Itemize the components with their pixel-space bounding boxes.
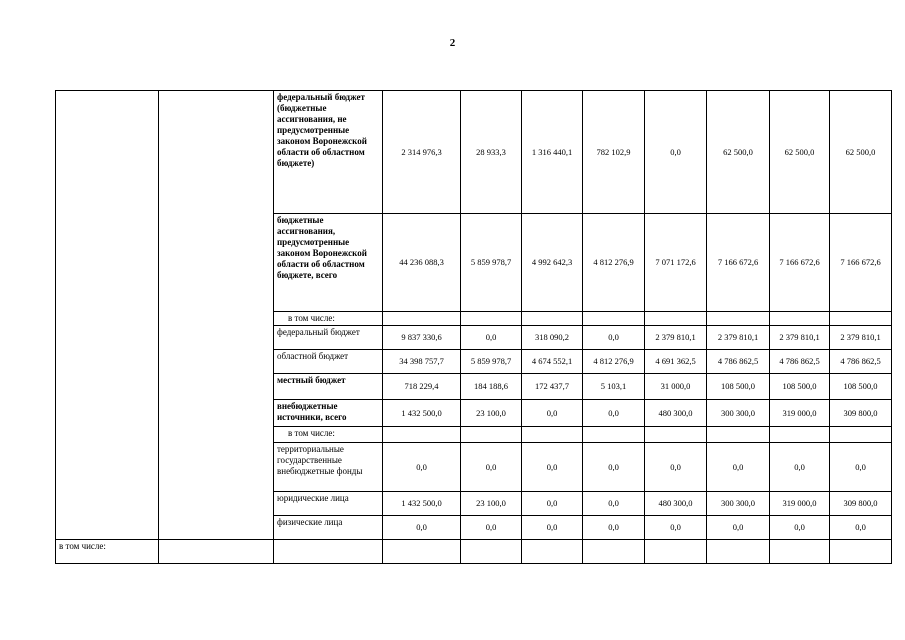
value-cell [707, 427, 770, 443]
value-cell: 4 691 362,5 [645, 350, 707, 374]
empty-cell [383, 540, 461, 564]
value-cell: 318 090,2 [522, 326, 583, 350]
value-cell: 4 786 862,5 [707, 350, 770, 374]
value-cell: 5 859 978,7 [461, 350, 522, 374]
value-cell: 44 236 088,3 [383, 214, 461, 312]
value-cell [461, 312, 522, 326]
empty-cell [583, 540, 645, 564]
value-cell: 2 379 810,1 [645, 326, 707, 350]
value-cell: 4 812 276,9 [583, 350, 645, 374]
value-cell: 23 100,0 [461, 400, 522, 427]
value-cell: 1 432 500,0 [383, 400, 461, 427]
row-label: в том числе: [274, 427, 383, 443]
value-cell [830, 427, 892, 443]
row-label: территориальные государственные внебюджетные фонды [274, 443, 383, 492]
value-cell: 5 103,1 [583, 374, 645, 400]
value-cell: 0,0 [645, 516, 707, 540]
value-cell: 5 859 978,7 [461, 214, 522, 312]
value-cell [461, 427, 522, 443]
row-label: юридические лица [274, 492, 383, 516]
value-cell: 319 000,0 [770, 400, 830, 427]
row-label: местный бюджет [274, 374, 383, 400]
value-cell: 2 379 810,1 [707, 326, 770, 350]
row-label: федеральный бюджет [274, 326, 383, 350]
value-cell: 9 837 330,6 [383, 326, 461, 350]
value-cell: 4 786 862,5 [770, 350, 830, 374]
value-cell: 0,0 [522, 400, 583, 427]
value-cell: 480 300,0 [645, 400, 707, 427]
empty-cell [159, 540, 274, 564]
empty-cell [707, 540, 770, 564]
value-cell: 0,0 [522, 443, 583, 492]
value-cell [522, 312, 583, 326]
value-cell: 718 229,4 [383, 374, 461, 400]
value-cell: 4 812 276,9 [583, 214, 645, 312]
value-cell: 0,0 [583, 443, 645, 492]
row-label: федеральный бюджет (бюджетные ассигнования, не предусмотренные законом Воронежской области об областном бюджете) [274, 91, 383, 214]
value-cell: 7 166 672,6 [707, 214, 770, 312]
footer-label: в том числе: [56, 540, 159, 564]
value-cell [830, 312, 892, 326]
value-cell: 0,0 [461, 516, 522, 540]
value-cell: 0,0 [645, 91, 707, 214]
value-cell: 0,0 [522, 516, 583, 540]
value-cell [583, 427, 645, 443]
value-cell: 319 000,0 [770, 492, 830, 516]
row-label: внебюджетные источники, всего [274, 400, 383, 427]
value-cell: 108 500,0 [830, 374, 892, 400]
value-cell: 62 500,0 [707, 91, 770, 214]
value-cell: 2 314 976,3 [383, 91, 461, 214]
value-cell: 4 992 642,3 [522, 214, 583, 312]
row-label: областной бюджет [274, 350, 383, 374]
empty-cell [461, 540, 522, 564]
row-label: физические лица [274, 516, 383, 540]
value-cell [383, 427, 461, 443]
value-cell: 309 800,0 [830, 400, 892, 427]
value-cell: 0,0 [707, 443, 770, 492]
value-cell: 1 432 500,0 [383, 492, 461, 516]
row-label: бюджетные ассигнования, предусмотренные законом Воронежской области об областном бюджете, всего [274, 214, 383, 312]
value-cell [707, 312, 770, 326]
value-cell: 2 379 810,1 [770, 326, 830, 350]
value-cell: 4 674 552,1 [522, 350, 583, 374]
value-cell: 0,0 [583, 492, 645, 516]
value-cell: 0,0 [461, 443, 522, 492]
value-cell: 108 500,0 [770, 374, 830, 400]
value-cell: 480 300,0 [645, 492, 707, 516]
merged-left-cell [56, 91, 159, 540]
value-cell: 31 000,0 [645, 374, 707, 400]
value-cell: 0,0 [383, 443, 461, 492]
empty-cell [645, 540, 707, 564]
value-cell: 1 316 440,1 [522, 91, 583, 214]
value-cell: 62 500,0 [830, 91, 892, 214]
merged-second-cell [159, 91, 274, 540]
table-row [56, 540, 892, 564]
value-cell: 7 166 672,6 [770, 214, 830, 312]
value-cell: 782 102,9 [583, 91, 645, 214]
value-cell: 300 300,0 [707, 492, 770, 516]
table-row [56, 91, 892, 214]
value-cell: 108 500,0 [707, 374, 770, 400]
value-cell: 0,0 [770, 443, 830, 492]
value-cell: 184 188,6 [461, 374, 522, 400]
value-cell: 0,0 [830, 443, 892, 492]
value-cell: 0,0 [461, 326, 522, 350]
value-cell: 0,0 [770, 516, 830, 540]
value-cell: 34 398 757,7 [383, 350, 461, 374]
budget-table [55, 90, 892, 564]
value-cell [383, 312, 461, 326]
value-cell: 309 800,0 [830, 492, 892, 516]
value-cell: 172 437,7 [522, 374, 583, 400]
value-cell: 0,0 [583, 326, 645, 350]
value-cell: 62 500,0 [770, 91, 830, 214]
value-cell: 0,0 [522, 492, 583, 516]
empty-cell [522, 540, 583, 564]
value-cell: 7 166 672,6 [830, 214, 892, 312]
value-cell: 0,0 [383, 516, 461, 540]
value-cell: 0,0 [707, 516, 770, 540]
row-label: в том числе: [274, 312, 383, 326]
empty-cell [770, 540, 830, 564]
value-cell: 2 379 810,1 [830, 326, 892, 350]
empty-cell [274, 540, 383, 564]
page-number: 2 [449, 37, 456, 49]
value-cell: 0,0 [830, 516, 892, 540]
value-cell: 0,0 [583, 516, 645, 540]
value-cell [645, 427, 707, 443]
value-cell: 0,0 [645, 443, 707, 492]
value-cell [522, 427, 583, 443]
value-cell: 7 071 172,6 [645, 214, 707, 312]
value-cell [770, 312, 830, 326]
value-cell: 0,0 [583, 400, 645, 427]
value-cell [583, 312, 645, 326]
value-cell: 4 786 862,5 [830, 350, 892, 374]
value-cell: 28 933,3 [461, 91, 522, 214]
value-cell [645, 312, 707, 326]
value-cell: 300 300,0 [707, 400, 770, 427]
value-cell [770, 427, 830, 443]
value-cell: 23 100,0 [461, 492, 522, 516]
empty-cell [830, 540, 892, 564]
